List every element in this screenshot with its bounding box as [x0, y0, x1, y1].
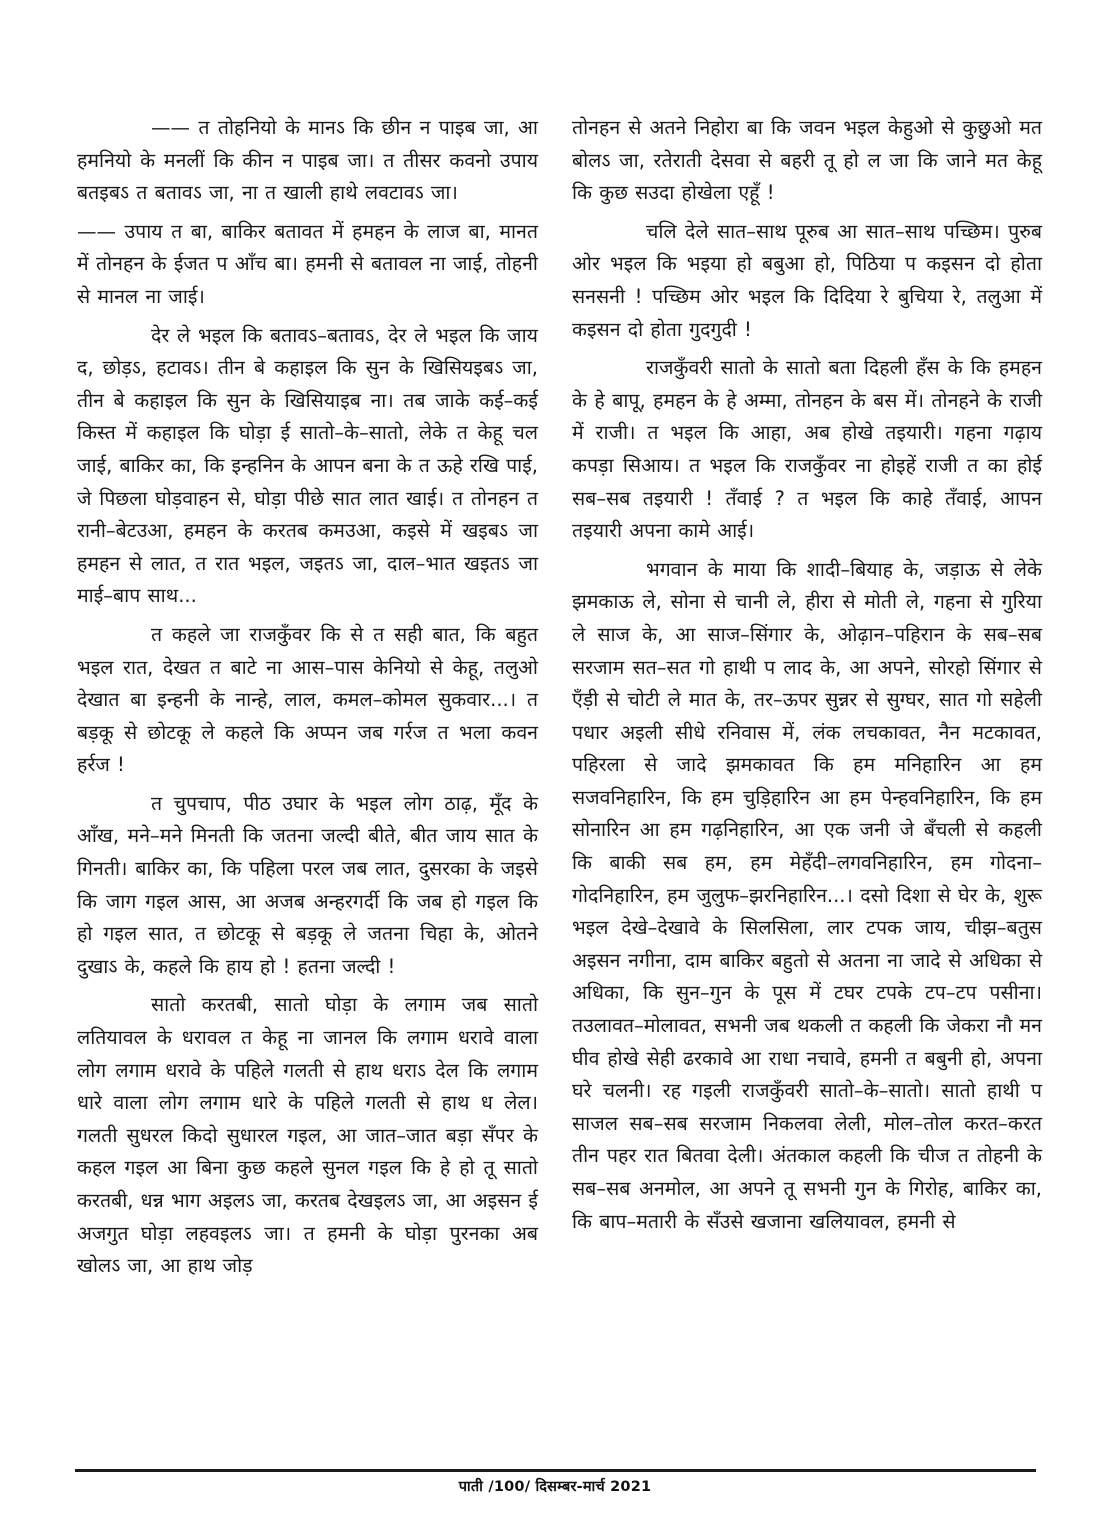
footer-divider	[75, 1469, 1036, 1472]
paragraph: राजकुँवरी सातो के सातो बता दिहली हँस के कि हमहन के हे बापू, हमहन के हे अम्मा, तोनहन के बस में। तोनहने के राजी में राजी। त भइल कि आहा, अब होखे तइयारी। गहना गढ़ाय कपड़ा सिआय। त भइल कि राजकुँवर ना होइहें राजी त का होई सब–सब तइयारी ! तँवाई ? त भइल कि काहे तँवाई, आपन तइयारी अपना कामे आई।	[572, 356, 1042, 543]
paragraph: —— त तोहनियो के मानऽ कि छीन न पाइब जा, आ हमनियो के मनलीं कि कीन न पाइब जा। त तीसर कवनो उपाय बतइबऽ त बतावऽ जा, ना त खाली हाथे लवटावऽ जा।	[77, 116, 538, 205]
paragraph: —— उपाय त बा, बाकिर बतावत में हमहन के लाज बा, मानत में तोनहन के ईजत प आँच बा। हमनी से बतावल ना जाई, तोहनी से मानल ना जाई।	[77, 219, 538, 308]
paragraph: सातो करतबी, सातो घोड़ा के लगाम जब सातो लतियावल के धरावल त केहू ना जानल कि लगाम धरावे वाला लोग लगाम धरावे के पहिले गलती से हाथ धराऽ देल कि लगाम धारे वाला लोग लगाम धारे के पहिले गलती से हाथ ध लेल। गलती सुधरल किदो सुधारल गइल, आ जात–जात बड़ा सँपर के कहल गइल आ बिना कुछ कहले सुनल गइल कि हे हो तू सातो करतबी, धन्न भाग अइलऽ जा, करतब देखइलऽ जा, आ अइसन ई अजगुत घोड़ा लहवइलऽ जा। त हमनी के घोड़ा पुरनका अब खोलऽ जा, आ हाथ जोड़	[77, 993, 538, 1278]
right-text-column	[572, 112, 1042, 1244]
paragraph: देर ले भइल कि बतावऽ–बतावऽ, देर ले भइल कि जाय द, छोड़ऽ, हटावऽ। तीन बे कहाइल कि सुन के खिसियइबऽ जा, तीन बे कहाइल कि सुन के खिसियाइब ना। तब जाके कई–कई किस्त में कहाइल कि घोड़ा ई सातो–के–सातो, लेके त केहू चल जाई, बाकिर का, कि इन्हनिन के आपन बना के त ऊहे रखि पाई, जे पिछला घोड़वाहन से, घोड़ा पीछे सात लात खाई। त तोनहन त रानी–बेटउआ, हमहन के करतब कमउआ, कइसे में खइबऽ जा हमहन से लात, त रात भइल, जइतऽ जा, दाल–भात खइतऽ जा माई–बाप साथ...	[77, 323, 539, 608]
paragraph: त कहले जा राजकुँवर कि से त सही बात, कि बहुत भइल रात, देखत त बाटे ना आस–पास केनियो से केहू, तलुओ देखात बा इन्हनी के नान्हे, लाल, कमल–कोमल सुकवार...। त बड़कू से छोटकू ले कहले कि अप्पन जब गर्रज त भला कवन हर्रज !	[77, 622, 538, 777]
left-text-column	[77, 112, 538, 1289]
page-footer: पाती /100/ दिसम्बर-मार्च 2021	[458, 1479, 652, 1495]
paragraph: भगवान के माया कि शादी–बियाह के, जड़ाऊ से लेके झमकाऊ ले, सोना से चानी ले, हीरा से मोती ले, गहना से गुरिया ले साज के, आ साज–सिंगार के, ओढ़ान–पहिरान के सब–सब सरजाम सत–सत गो हाथी प लाद के, आ अपने, सोरहो सिंगार से एँड़ी से चोटी ले मात के, तर–ऊपर सुन्नर से सुग्घर, सात गो सहेली पधार अइली सीधे रनिवास में, लंक लचकावत, नैन मटकावत, पहिरला से जादे झमकावत कि हम मनिहारिन आ हम सजवनिहारिन, कि हम चुड़िहारिन आ हम पेन्हवनिहारिन, कि हम सोनारिन आ हम गढ़निहारिन, आ एक जनी जे बँचली से कहली कि बाकी सब हम, हम मेहँदी–लगवनिहारिन, हम गोदना–गोदनिहारिन, हम जुलुफ–झरनिहारिन...। दसो दिशा से घेर के, शुरू भइल देखे–देखावे के सिलसिला, लार टपक जाय, चीझ–बतुस अइसन नगीना, दाम बाकिर बहुतो से अतना ना जादे से अधिका से अधिका, कि सुन–गुन के पूस में टघर टपके टप–टप पसीना। तउलावत–मोलावत, सभनी जब थकली त कहली कि जेकरा नौ मन घीव होखे सेही ढरकावे आ राधा नचावे, हमनी त बबुनी हो, अपना घरे चलनी। रह गइली राजकुँवरी सातो–के–सातो। सातो हाथी प साजल सब–सब सरजाम निकलवा लेली, मोल–तोल करत–करत तीन पहर रात बितवा देली। अंतकाल कहली कि चीज त तोहनी के सब–सब अनमोल, आ अपने तू सभनी गुन के गिरोह, बाकिर का, कि बाप–मतारी के सँउसे खजाना खलियावल, हमनी से	[572, 557, 1042, 1233]
paragraph: त चुपचाप, पीठ उघार के भइल लोग ठाढ़, मूँद के आँख, मने–मने मिनती कि जतना जल्दी बीते, बीत जाय सात के गिनती। बाकिर का, कि पहिला परल जब लात, दुसरका के जइसे कि जाग गइल आस, आ अजब अन्हरगर्दी कि जब हो गइल कि हो गइल सात, त छोटकू से बड़कू ले जतना चिहा के, ओतने दुखाऽ के, कहले कि हाय हो ! हतना जल्दी !	[77, 791, 538, 978]
paragraph: तोनहन से अतने निहोरा बा कि जवन भइल केहुओ से कुछुओ मत बोलऽ जा, रतेराती देसवा से बहरी तू हो ल जा कि जाने मत केहू कि कुछ सउदा होखेला एहूँ !	[572, 116, 1042, 205]
paragraph: चलि देले सात–साथ पूरुब आ सात–साथ पच्छिम। पुरुब ओर भइल कि भइया हो बबुआ हो, पिठिया प कइसन दो होता सनसनी ! पच्छिम ओर भइल कि दिदिया रे बुचिया रे, तलुआ में कइसन दो होता गुदगुदी !	[572, 219, 1042, 341]
